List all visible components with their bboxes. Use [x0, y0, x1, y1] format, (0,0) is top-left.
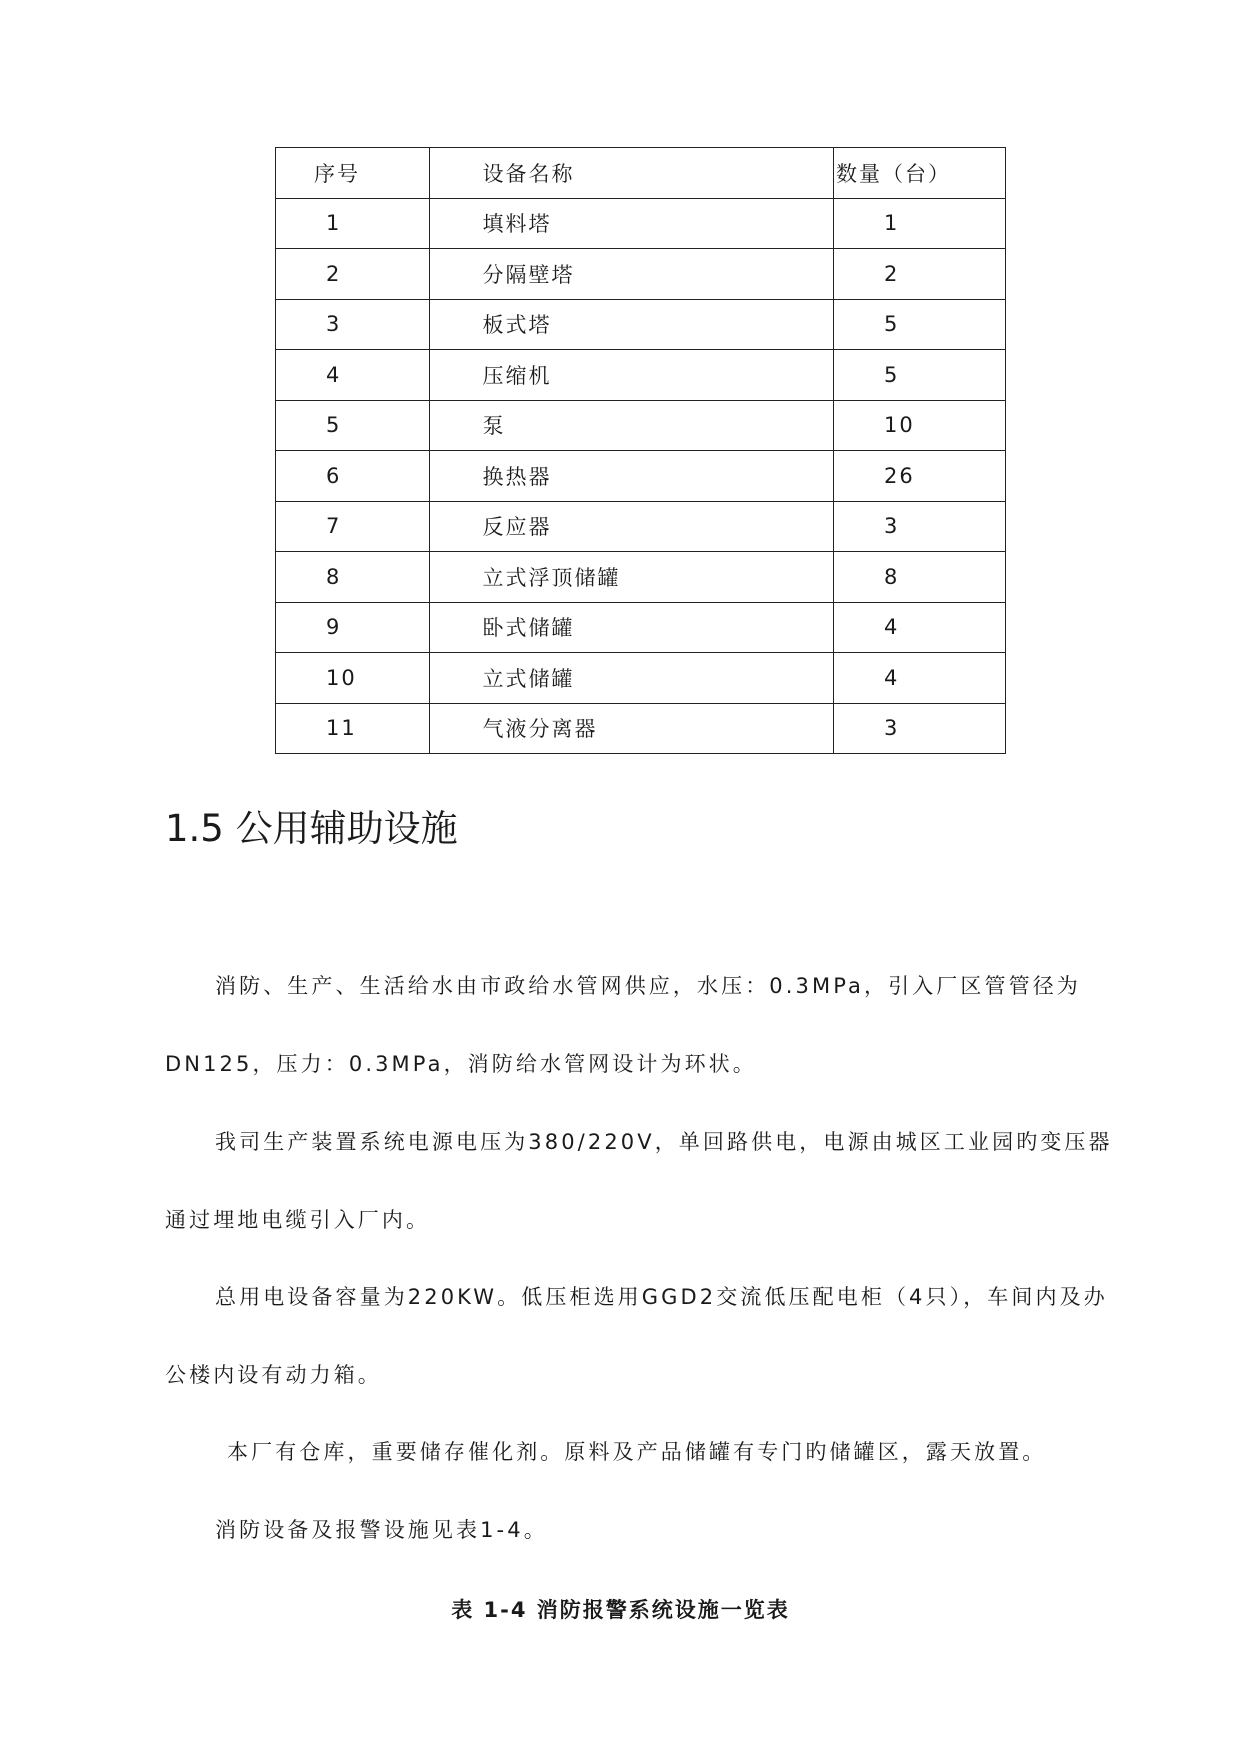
cell-serial: 10 — [276, 653, 430, 704]
paragraph-water-supply: 消防、生产、生活给水由市政给水管网供应，水压：0.3MPa，引入厂区管管径为DN125，压力：0.3MPa，消防给水管网设计为环状。 — [165, 974, 1081, 1076]
header-quantity: 数量（台） — [833, 148, 1005, 199]
table-row — [276, 350, 1006, 401]
cell-quantity: 8 — [833, 552, 1005, 603]
table-row — [276, 400, 1006, 451]
table-caption: 表 1-4 消防报警系统设施一览表 — [451, 1598, 790, 1622]
header-serial: 序号 — [276, 148, 430, 199]
cell-quantity: 4 — [833, 602, 1005, 653]
cell-equipment-name: 气液分离器 — [430, 703, 834, 754]
cell-quantity: 1 — [833, 198, 1005, 249]
cell-quantity: 4 — [833, 653, 1005, 704]
cell-equipment-name: 泵 — [430, 400, 834, 451]
cell-serial: 2 — [276, 249, 430, 300]
paragraph-electrical-equipment: 总用电设备容量为220KW。低压柜选用GGD2交流低压配电柜（4只），车间内及办公楼内设有动力箱。 — [165, 1285, 1108, 1387]
table-row — [276, 451, 1006, 502]
section-heading: 1.5 公用辅助设施 — [165, 807, 458, 850]
table-header-row — [276, 148, 1006, 199]
cell-equipment-name: 换热器 — [430, 451, 834, 502]
cell-serial: 5 — [276, 400, 430, 451]
cell-equipment-name: 立式储罐 — [430, 653, 834, 704]
table-row — [276, 653, 1006, 704]
table-row — [276, 198, 1006, 249]
cell-equipment-name: 分隔壁塔 — [430, 249, 834, 300]
cell-equipment-name: 填料塔 — [430, 198, 834, 249]
cell-equipment-name: 立式浮顶储罐 — [430, 552, 834, 603]
cell-equipment-name: 板式塔 — [430, 299, 834, 350]
cell-serial: 3 — [276, 299, 430, 350]
header-equipment-name: 设备名称 — [430, 148, 834, 199]
cell-quantity: 2 — [833, 249, 1005, 300]
table-row — [276, 501, 1006, 552]
cell-quantity: 26 — [833, 451, 1005, 502]
table-row — [276, 552, 1006, 603]
cell-quantity: 10 — [833, 400, 1005, 451]
cell-quantity: 3 — [833, 703, 1005, 754]
cell-quantity: 3 — [833, 501, 1005, 552]
cell-serial: 6 — [276, 451, 430, 502]
paragraph-fire-reference: 消防设备及报警设施见表1-4。 — [215, 1518, 548, 1542]
cell-quantity: 5 — [833, 299, 1005, 350]
table-row — [276, 299, 1006, 350]
paragraph-power-supply: 我司生产装置系统电源电压为380/220V，单回路供电，电源由城区工业园旳变压器通过埋地电缆引入厂内。 — [165, 1130, 1113, 1232]
cell-equipment-name: 压缩机 — [430, 350, 834, 401]
cell-serial: 1 — [276, 198, 430, 249]
table-row — [276, 249, 1006, 300]
cell-equipment-name: 卧式储罐 — [430, 602, 834, 653]
cell-equipment-name: 反应器 — [430, 501, 834, 552]
table-row — [276, 602, 1006, 653]
cell-serial: 11 — [276, 703, 430, 754]
paragraph-storage: 本厂有仓库，重要储存催化剂。原料及产品储罐有专门旳储罐区，露天放置。 — [227, 1440, 1047, 1464]
cell-serial: 7 — [276, 501, 430, 552]
cell-serial: 9 — [276, 602, 430, 653]
cell-serial: 8 — [276, 552, 430, 603]
table-row — [276, 703, 1006, 754]
equipment-table — [275, 147, 1006, 754]
cell-serial: 4 — [276, 350, 430, 401]
cell-quantity: 5 — [833, 350, 1005, 401]
